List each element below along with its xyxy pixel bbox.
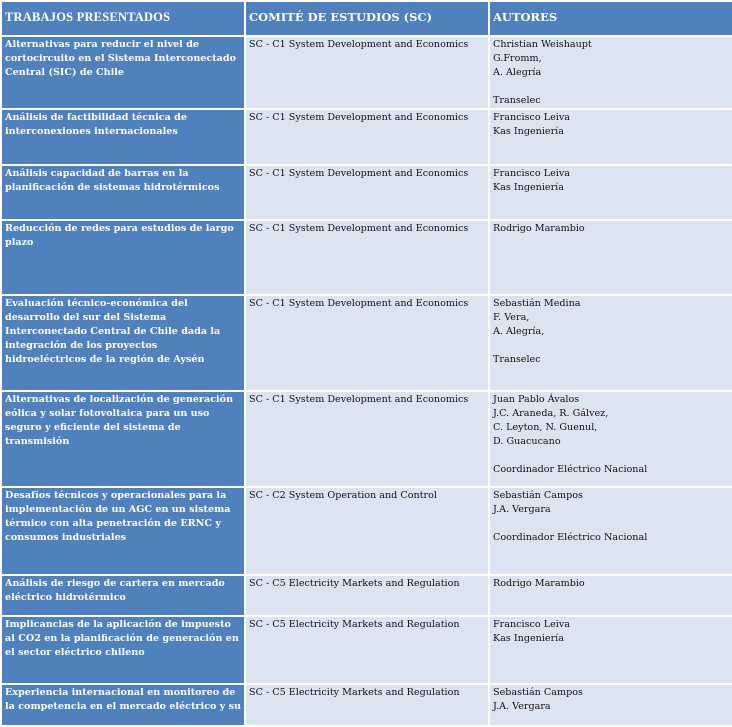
committee-cell: SC - C1 System Development and Economics [246,221,488,294]
authors-cell [490,37,732,108]
table-row [2,110,732,164]
author-affiliation: Coordinador Eléctrico Nacional [493,464,648,475]
paper-title: Análisis de factibilidad técnica de interconexiones internacionales [2,110,244,164]
author-line: Sebastián Medina [493,298,581,309]
author-affiliation: Transelec [493,95,541,106]
committee-cell: SC - C1 System Development and Economics [246,166,488,219]
author-line: Rodrigo Marambio [493,223,585,234]
authors-cell [490,392,732,486]
authors-cell [490,617,732,683]
author-line: A. Alegría, [493,326,545,337]
author-line: D. Guacucano [493,436,561,447]
author-line: Francisco Leiva [493,168,570,179]
committee-cell: SC - C1 System Development and Economics [246,296,488,390]
author-line: J.C. Araneda, R. Gálvez, [493,408,609,419]
authors-cell [490,685,732,725]
paper-title: Desafíos técnicos y operacionales para la implementación de un AGC en un sistema térmico con alta penetración de ERNC y consumos industriales [2,488,244,574]
table-row [2,392,732,486]
author-line: Juan Pablo Ávalos [493,394,580,405]
table-row [2,617,732,683]
paper-title: Experiencia internacional en monitoreo de la competencia en el mercado eléctrico y su [2,685,244,725]
header-committee: COMITÉ DE ESTUDIOS (SC) [246,2,488,35]
table-row [2,166,732,219]
authors-cell [490,296,732,390]
author-line: J.A. Vergara [493,504,551,515]
committee-cell: SC - C5 Electricity Markets and Regulation [246,617,488,683]
paper-title: Alternativas de localización de generación eólica y solar fotovoltaica para un uso seguro y eficiente del sistema de transmisión [2,392,244,486]
table-row [2,37,732,108]
committee-cell: SC - C1 System Development and Economics [246,110,488,164]
authors-cell [490,576,732,615]
author-line: Christian Weishaupt [493,39,592,50]
author-affiliation: Coordinador Eléctrico Nacional [493,532,648,543]
paper-title: Reducción de redes para estudios de largo plazo [2,221,244,294]
author-affiliation: Kas Ingeniería [493,126,564,137]
header-authors: AUTORES [490,2,732,35]
author-affiliation: Transelec [493,354,541,365]
paper-title: Implicancias de la aplicación de impuesto al CO2 en la planificación de generación en el sector eléctrico chileno [2,617,244,683]
author-line: Sebastián Campos [493,687,583,698]
header-row [2,2,732,35]
authors-cell [490,221,732,294]
committee-cell: SC - C5 Electricity Markets and Regulation [246,685,488,725]
table-row [2,221,732,294]
author-line: A. Alegría [493,67,542,78]
table-row [2,296,732,390]
paper-title: Evaluación técnico-económica del desarrollo del sur del Sistema Interconectado Central de Chile dada la integración de los proyectos hidroeléctricos de la región de Aysén [2,296,244,390]
author-line: Francisco Leiva [493,619,570,630]
author-line: J.A. Vergara [493,701,551,712]
header-title: TRABAJOS PRESENTADOS [2,2,244,35]
table-row [2,488,732,574]
author-line: F. Vera, [493,312,530,323]
author-line: Rodrigo Marambio [493,578,585,589]
paper-title: Alternativas para reducir el nivel de cortocircuito en el Sistema Interconectado Central (SIC) de Chile [2,37,244,108]
table-row [2,576,732,615]
author-line: C. Leyton, N. Guenul, [493,422,598,433]
committee-cell: SC - C1 System Development and Economics [246,37,488,108]
authors-cell [490,166,732,219]
author-line: Sebastián Campos [493,490,583,501]
committee-cell: SC - C1 System Development and Economics [246,392,488,486]
committee-cell: SC - C2 System Operation and Control [246,488,488,574]
authors-cell [490,488,732,574]
paper-title: Análisis de riesgo de cartera en mercado eléctrico hidrotérmico [2,576,244,615]
author-line: G.Fromm, [493,53,542,64]
paper-title: Análisis capacidad de barras en la planificación de sistemas hidrotérmicos [2,166,244,219]
author-affiliation: Kas Ingeniería [493,182,564,193]
authors-cell [490,110,732,164]
author-line: Francisco Leiva [493,112,570,123]
committee-cell: SC - C5 Electricity Markets and Regulation [246,576,488,615]
author-affiliation: Kas Ingeniería [493,633,564,644]
table-row [2,685,732,725]
